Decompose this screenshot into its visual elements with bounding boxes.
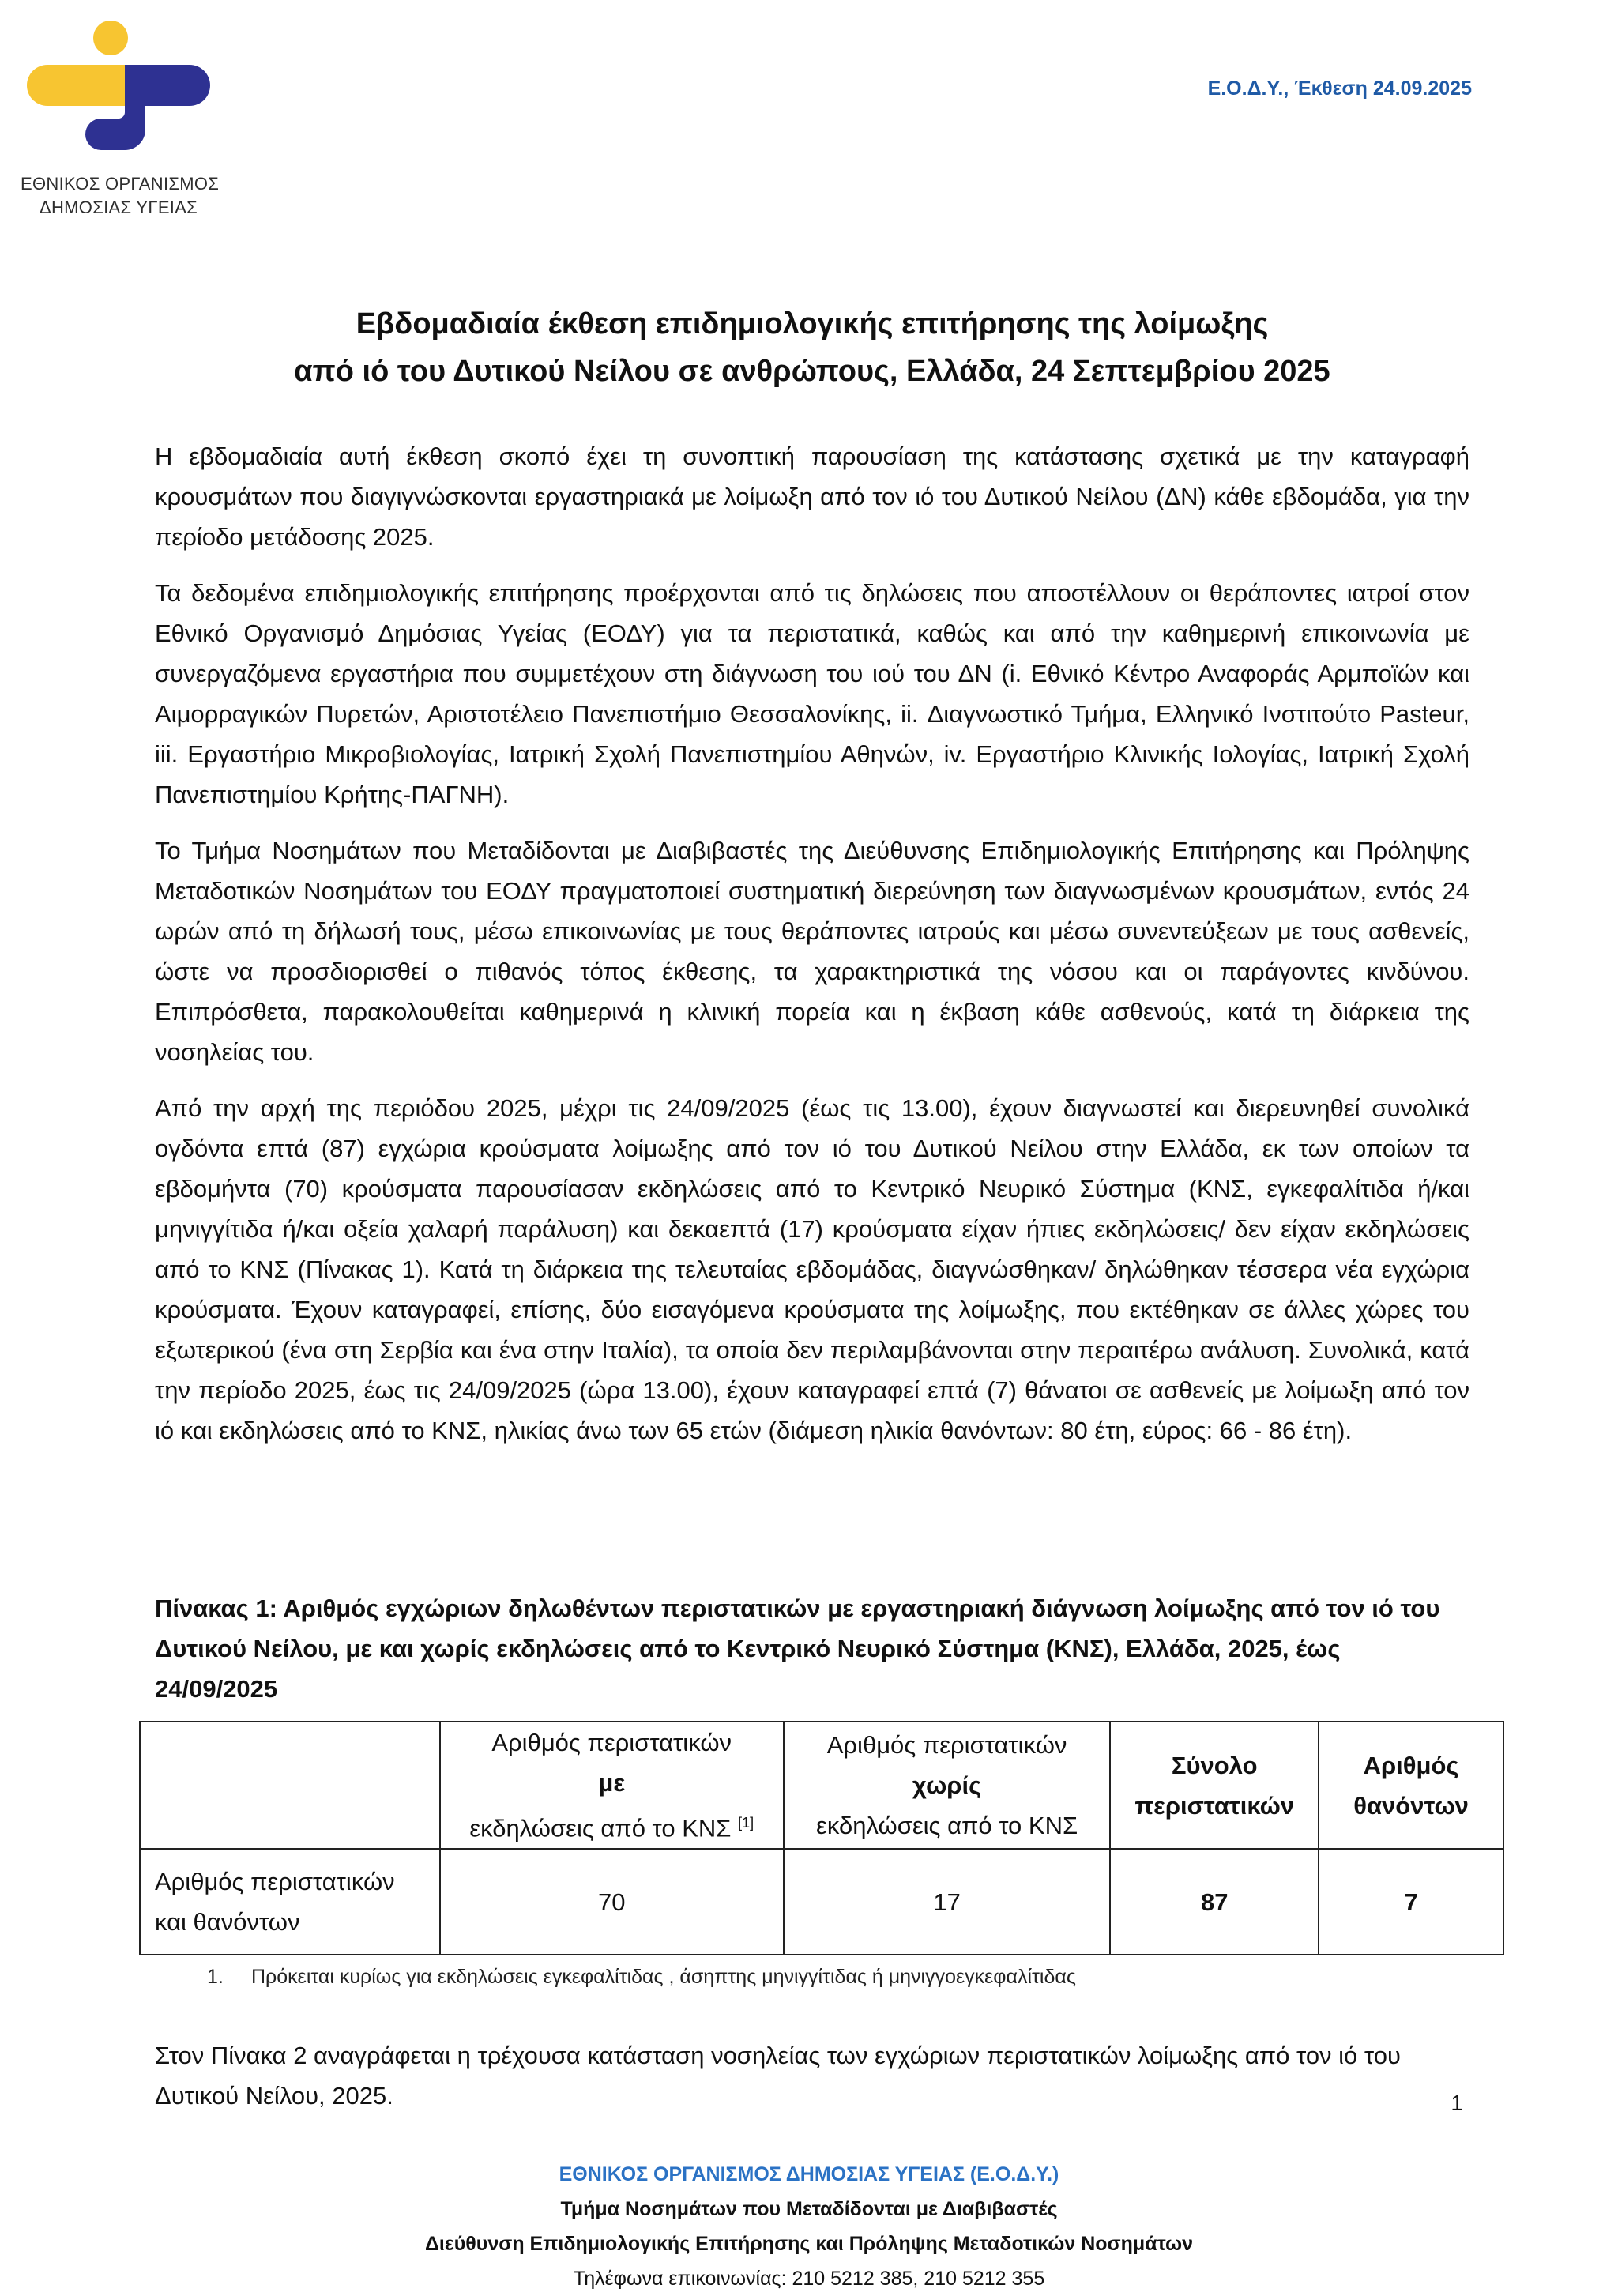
table-header-row bbox=[140, 1722, 1503, 1849]
header-with-cns-line-3 bbox=[447, 1803, 777, 1848]
cell-total: 87 bbox=[1110, 1849, 1319, 1955]
header-without-cns-line-1: Αριθμός περιστατικών bbox=[826, 1731, 1067, 1760]
header-total bbox=[1110, 1722, 1319, 1849]
footnote-text: Πρόκειται κυρίως για εκδηλώσεις εγκεφαλίτιδας , άσηπτης μηνιγγίτιδας ή μηνιγγοεγκεφαλίτιδας bbox=[251, 1966, 1076, 1988]
paragraph-investigation: Το Τμήμα Νοσημάτων που Μεταδίδονται με Διαβιβαστές της Διεύθυνσης Επιδημιολογικής Επιτήρησης και Πρόληψης Μεταδοτικών Νοσημάτων του ΕΟΔΥ πραγματοποιεί συστηματική διερεύνηση των διαγνωσμένων κρουσμάτων, εντός 24 ωρών από τη δήλωσή τους, μέσω επικοινωνίας με τους θεράποντες ιατρούς και μέσω συνεντεύξεων με τους ασθενείς, ώστε να προσδιορισθεί ο πιθανός τόπος έκθεσης, τα χαρακτηριστικά της νόσου και οι παράγοντες κινδύνου. Επιπρόσθετα, παρακολουθείται καθημερινά η κλινική πορεία και η έκβαση κάθε ασθενούς, κατά τη διάρκεια της νοσηλείας του. bbox=[155, 837, 1469, 1066]
paragraph-summary: Από την αρχή της περιόδου 2025, μέχρι τις 24/09/2025 (έως τις 13.00), έχουν διαγνωστεί και διερευνηθεί συνολικά ογδόντα επτά (87) εγχώρια κρούσματα λοίμωξης από τον ιό του Δυτικού Νείλου στην Ελλάδα, εκ των οποίων τα εβδομήντα (70) κρούσματα παρουσίασαν εκδηλώσεις από το Κεντρικό Νευρικό Σύστημα (ΚΝΣ, εγκεφαλίτιδα ή/και μηνιγγίτιδα ή/και οξεία χαλαρή παράλυση) και δεκαεπτά (17) κρούσματα είχαν ήπιες εκδηλώσεις/ δεν είχαν εκδηλώσεις από το ΚΝΣ (Πίνακας 1). Κατά τη διάρκεια της τελευταίας εβδομάδας, διαγνώσθηκαν/ δηλώθηκαν τέσσερα νέα εγχώρια κρούσματα. Έχουν καταγραφεί, επίσης, δύο εισαγόμενα κρούσματα της λοίμωξης, που εκτέθηκαν σε άλλες χώρες του εξωτερικού (ένα στη Σερβία και ένα στην Ιταλία), τα οποία δεν περιλαμβάνονται στην περαιτέρω ανάλυση. Συνολικά, κατά την περίοδο 2025, έως τις 24/09/2025 (ώρα 13.00), έχουν καταγραφεί επτά (7) θάνατοι σε ασθενείς με λοίμωξη από τον ιό και εκδηλώσεις από το ΚΝΣ, ηλικίας άνω των 65 ετών (διάμεση ηλικία θανόντων: 80 έτη, εύρος: 66 - 86 έτη). bbox=[155, 1094, 1469, 1444]
footnote-number: 1. bbox=[207, 1966, 224, 1988]
header-total-line-2: περιστατικών bbox=[1134, 1791, 1295, 1820]
header-with-cns-text: εκδηλώσεις από το ΚΝΣ bbox=[469, 1814, 732, 1842]
body-text bbox=[155, 436, 1469, 1466]
header-deaths-line-2: θανόντων bbox=[1353, 1791, 1469, 1820]
footnote-ref: [1] bbox=[738, 1815, 754, 1831]
header-without-cns bbox=[784, 1722, 1110, 1849]
row-label bbox=[140, 1849, 440, 1955]
footer-phones: Τηλέφωνα επικοινωνίας: 210 5212 385, 210 5212 355 bbox=[573, 2268, 1045, 2290]
header-deaths bbox=[1319, 1722, 1503, 1849]
table-footnote bbox=[207, 1966, 1076, 1989]
page-number: 1 bbox=[1451, 2091, 1463, 2115]
document-title bbox=[155, 300, 1469, 395]
logo-line-1: ΕΘΝΙΚΟΣ ΟΡΓΑΝΙΣΜΟΣ bbox=[21, 174, 220, 194]
table-1 bbox=[139, 1721, 1504, 1955]
title-line-1: Εβδομαδιαία έκθεση επιδημιολογικής επιτήρησης της λοίμωξης bbox=[356, 307, 1269, 341]
page-footer bbox=[0, 2157, 1618, 2296]
eody-logo-mark bbox=[22, 11, 212, 169]
cell-deaths: 7 bbox=[1319, 1849, 1503, 1955]
header-deaths-line-1: Αριθμός bbox=[1363, 1751, 1459, 1779]
paragraph-data-sources: Τα δεδομένα επιδημιολογικής επιτήρησης προέρχονται από τις δηλώσεις που αποστέλλουν οι θεράποντες ιατροί στον Εθνικό Οργανισμό Δημόσιας Υγείας (ΕΟΔΥ) για τα περιστατικά, καθώς και από την καθημερινή επικοινωνία με συνεργαζόμενα εργαστήρια που συμμετέχουν στη διάγνωση του ιού του ΔΝ (i. Εθνικό Κέντρο Αναφοράς Αρμποϊών και Αιμορραγικών Πυρετών, Αριστοτέλειο Πανεπιστήμιο Θεσσαλονίκης, ii. Διαγνωστικό Τμήμα, Ελληνικό Ινστιτούτο Pasteur, iii. Εργαστήριο Μικροβιολογίας, Ιατρική Σχολή Πανεπιστημίου Αθηνών, iv. Εργαστήριο Κλινικής Ιολογίας, Ιατρική Σχολή Πανεπιστημίου Κρήτης-ΠΑΓΝΗ). bbox=[155, 579, 1469, 808]
eody-logo bbox=[21, 11, 226, 220]
cell-without-cns: 17 bbox=[784, 1849, 1110, 1955]
cell-with-cns: 70 bbox=[440, 1849, 784, 1955]
table-header-empty bbox=[140, 1722, 440, 1849]
closing-paragraph: Στον Πίνακα 2 αναγράφεται η τρέχουσα κατάσταση νοσηλείας των εγχώριων περιστατικών λοίμωξης από τον ιό του Δυτικού Νείλου, 2025. bbox=[155, 2042, 1401, 2110]
header-total-line-1: Σύνολο bbox=[1171, 1751, 1258, 1779]
row-label-line-2: και θανόντων bbox=[155, 1908, 300, 1937]
paragraph-intro: Η εβδομαδιαία αυτή έκθεση σκοπό έχει τη συνοπτική παρουσίαση της κατάστασης σχετικά με την καταγραφή κρουσμάτων που διαγιγνώσκονται εργαστηριακά με λοίμωξη από τον ιό του Δυτικού Νείλου (ΔΝ) κάθε εβδομάδα, για την περίοδο μετάδοσης 2025. bbox=[155, 442, 1469, 551]
header-with-cns-line-1: Αριθμός περιστατικών bbox=[491, 1729, 732, 1756]
footer-organization: ΕΘΝΙΚΟΣ ΟΡΓΑΝΙΣΜΟΣ ΔΗΜΟΣΙΑΣ ΥΓΕΙΑΣ (Ε.Ο.Δ.Υ.) bbox=[559, 2163, 1059, 2185]
header-without-cns-line-2: χωρίς bbox=[912, 1771, 982, 1800]
logo-line-2: ΔΗΜΟΣΙΑΣ ΥΓΕΙΑΣ bbox=[40, 198, 198, 217]
footer-department: Τμήμα Νοσημάτων που Μεταδίδονται με Διαβιβαστές bbox=[560, 2198, 1058, 2220]
header-without-cns-line-3: εκδηλώσεις από το ΚΝΣ bbox=[816, 1812, 1078, 1840]
table-row bbox=[140, 1849, 1503, 1955]
report-reference: Ε.Ο.Δ.Υ., Έκθεση 24.09.2025 bbox=[1207, 77, 1472, 100]
header-with-cns bbox=[440, 1722, 784, 1849]
logo-yellow-dot bbox=[93, 21, 128, 55]
logo-text bbox=[21, 172, 226, 220]
footer-directorate: Διεύθυνση Επιδημιολογικής Επιτήρησης και Πρόληψης Μεταδοτικών Νοσημάτων bbox=[424, 2233, 1194, 2255]
row-label-line-1: Αριθμός περιστατικών bbox=[155, 1868, 395, 1896]
title-line-2: από ιό του Δυτικού Νείλου σε ανθρώπους, Ελλάδα, 24 Σεπτεμβρίου 2025 bbox=[294, 355, 1330, 388]
header-with-cns-line-2: με bbox=[598, 1769, 626, 1797]
table-1-caption: Πίνακας 1: Αριθμός εγχώριων δηλωθέντων περιστατικών με εργαστηριακή διάγνωση λοίμωξης από τον ιό του Δυτικού Νείλου, με και χωρίς εκδηλώσεις από το Κεντρικό Νευρικό Σύστημα (ΚΝΣ), Ελλάδα, 2025, έως 24/09/2025 bbox=[155, 1594, 1440, 1703]
